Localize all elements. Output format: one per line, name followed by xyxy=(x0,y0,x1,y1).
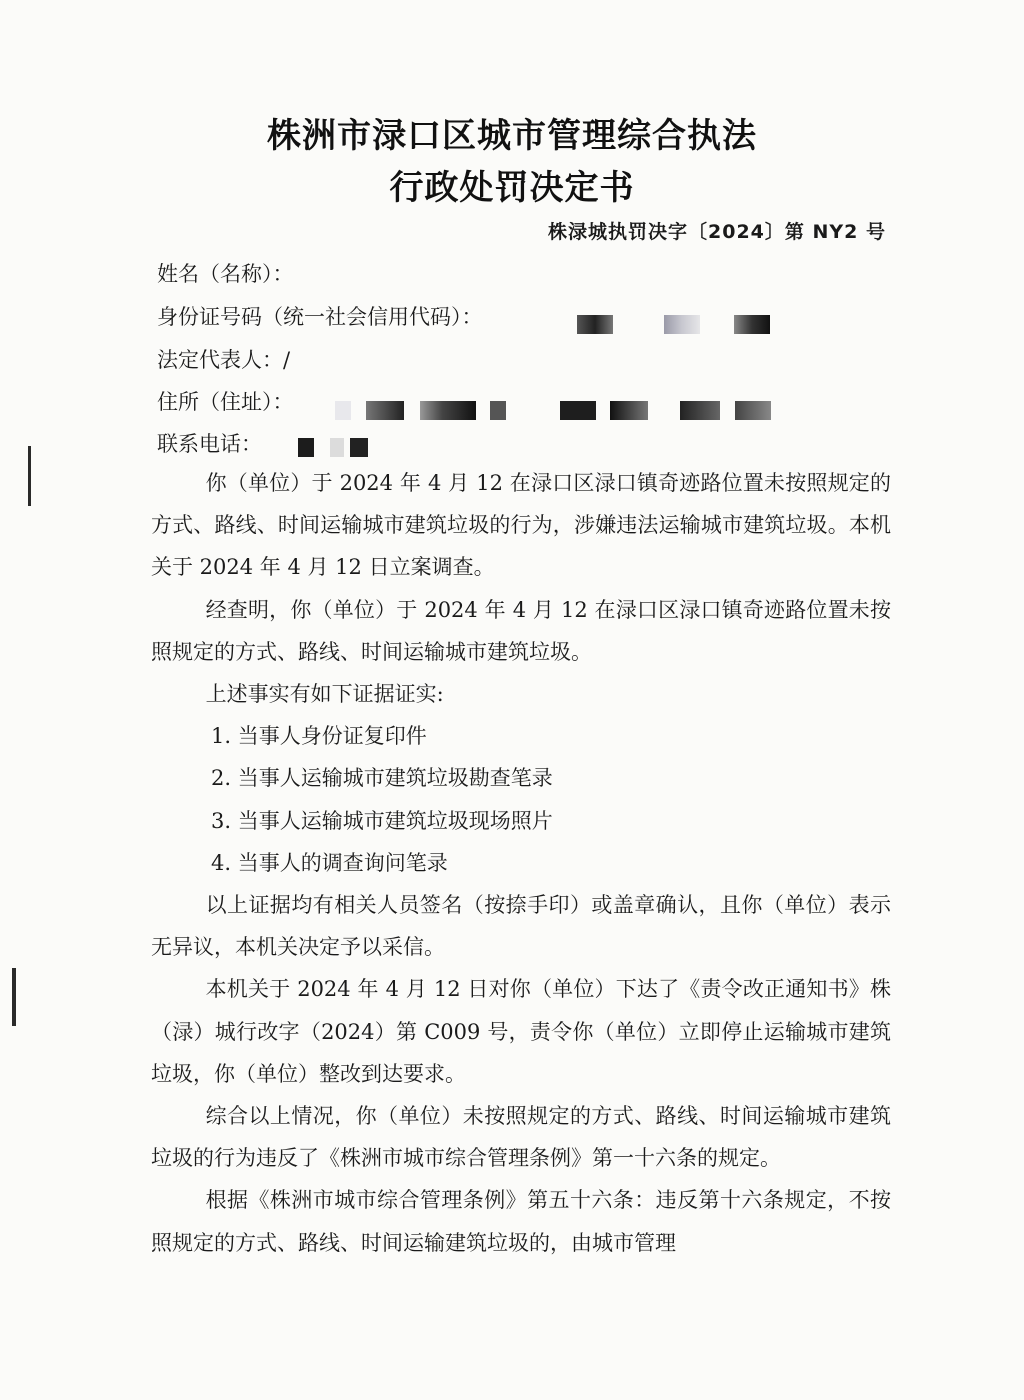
address-field-label: 住所（住址）： xyxy=(157,390,294,414)
binding-mark xyxy=(12,968,16,1026)
decision-body xyxy=(151,462,891,1264)
paragraph-violation-summary: 综合以上情况，你（单位）未按照规定的方式、路线、时间运输城市建筑垃圾的行为违反了《株洲市城市综合管理条例》第一十六条的规定。 xyxy=(151,1104,891,1171)
paragraph-findings: 经查明，你（单位）于 2024 年 4 月 12 在渌口区渌口镇奇迹路位置未按照规定的方式、路线、时间运输城市建筑垃圾。 xyxy=(151,597,891,664)
paragraph-evidence-intro: 上述事实有如下证据证实: xyxy=(205,682,444,707)
document-title-line1: 株洲市渌口区城市管理综合执法 xyxy=(267,116,757,156)
document-title-line2: 行政处罚决定书 xyxy=(389,168,635,208)
name-field-label: 姓名（名称）： xyxy=(157,262,294,286)
binding-mark xyxy=(28,446,31,506)
phone-field-label: 联系电话： xyxy=(157,432,262,456)
evidence-item: 4. 当事人的调查询问笔录 xyxy=(211,850,448,875)
evidence-item: 3. 当事人运输城市建筑垃圾现场照片 xyxy=(211,808,553,833)
paragraph-legal-basis: 根据《株洲市城市综合管理条例》第五十六条：违反第十六条规定，不按照规定的方式、路线、时间运输建筑垃圾的，由城市管理 xyxy=(151,1188,891,1255)
paragraph-case-filing: 你（单位）于 2024 年 4 月 12 在渌口区渌口镇奇迹路位置未按照规定的方式、路线、时间运输城市建筑垃圾的行为，涉嫌违法运输城市建筑垃圾。本机关于 2024 年 4 月 12 日立案调查。 xyxy=(151,471,891,580)
paragraph-rectification-notice: 本机关于 2024 年 4 月 12 日对你（单位）下达了《责令改正通知书》株（渌）城行改字（2024）第 C009 号，责令你（单位）立即停止运输城市建筑垃圾，你（单位）整改到达要求。 xyxy=(151,977,891,1086)
legal-rep-field: 法定代表人：/ xyxy=(157,348,291,372)
id-field-label: 身份证号码（统一社会信用代码）： xyxy=(157,305,483,329)
document-number: 株渌城执罚决字〔2024〕第 NY2 号 xyxy=(548,221,886,243)
id-field xyxy=(157,301,483,331)
evidence-item: 2. 当事人运输城市建筑垃圾勘查笔录 xyxy=(211,766,553,791)
evidence-item: 1. 当事人身份证复印件 xyxy=(211,724,427,749)
paragraph-evidence-confirmation: 以上证据均有相关人员签名（按捺手印）或盖章确认，且你（单位）表示无异议，本机关决定予以采信。 xyxy=(151,893,891,960)
